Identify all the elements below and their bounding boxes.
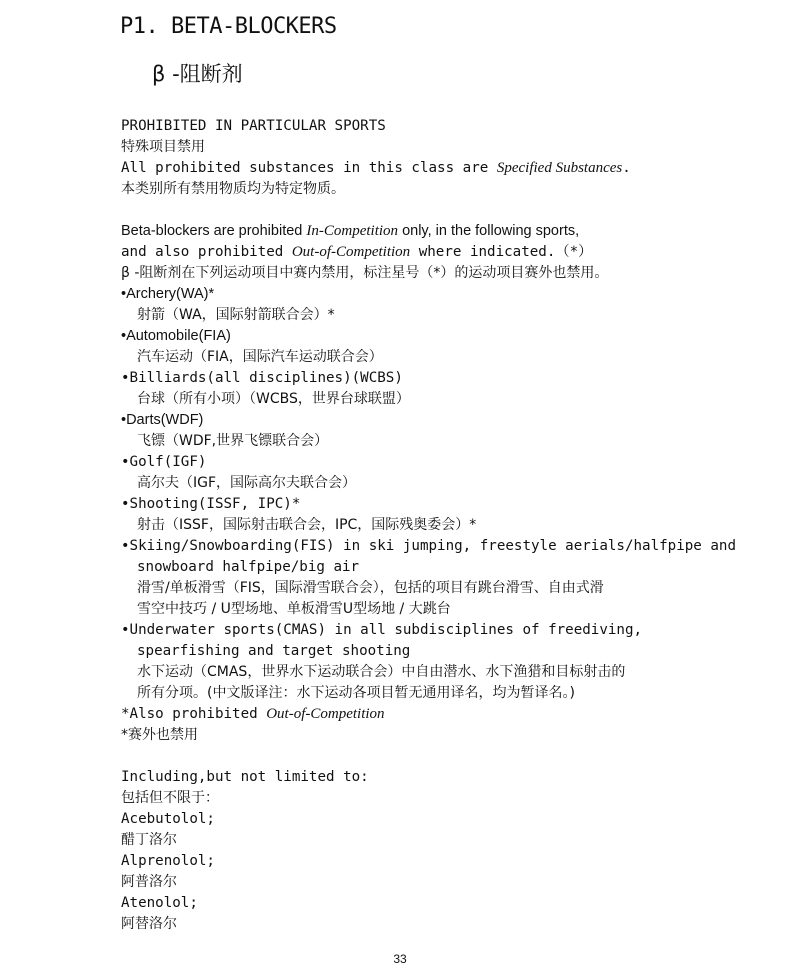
sport-item-darts: •Darts(WDF) xyxy=(121,412,204,428)
sport-item-archery: •Archery(WA)* xyxy=(121,286,215,302)
sport-item-skiing-cont: snowboard halfpipe/big air xyxy=(137,559,360,575)
sport-item-billiards-cn: 台球（所有小项）（WCBS，世界台球联盟） xyxy=(137,391,410,407)
note-text: *Also prohibited xyxy=(121,706,258,722)
sport-item-underwater-cont: spearfishing and target shooting xyxy=(137,643,411,659)
sport-item-golf: •Golf(IGF) xyxy=(121,454,207,470)
sport-item-shooting-cn: 射击（ISSF，国际射击联合会，IPC，国际残奥委会）* xyxy=(137,517,477,533)
sport-item-golf-cn: 高尔夫（IGF，国际高尔夫联合会） xyxy=(137,475,357,491)
page-number: 33 xyxy=(393,952,407,966)
specified-suffix: . xyxy=(622,160,631,176)
sport-item-underwater-cn-cont: 所有分项。(中文版译注：水下运动各项目暂无通用译名，均为暂译名。) xyxy=(137,685,575,701)
specified-substances-term: Specified Substances xyxy=(496,160,623,176)
specified-prefix: All prohibited substances in this class are xyxy=(121,160,489,176)
including-label-cn: 包括但不限于： xyxy=(121,790,219,806)
beta-blocker-rule-cn: β -阻断剂在下列运动项目中赛内禁用，标注星号（*）的运动项目赛外也禁用。 xyxy=(121,265,609,281)
specified-substances-cn: 本类别所有禁用物质均为特定物质。 xyxy=(121,181,345,197)
sport-item-underwater: •Underwater sports(CMAS) in all subdisciplines of freediving, xyxy=(121,622,643,638)
substance-en: Atenolol; xyxy=(121,895,198,911)
prohibited-heading: PROHIBITED IN PARTICULAR SPORTS xyxy=(121,118,386,134)
substance-cn: 醋丁洛尔 xyxy=(121,832,177,848)
sport-item-automobile-cn: 汽车运动（FIA，国际汽车运动联合会） xyxy=(137,349,383,365)
rule-text: and also prohibited xyxy=(121,244,284,260)
substance-en: Alprenolol; xyxy=(121,853,215,869)
document-body xyxy=(121,116,736,935)
sport-item-skiing-cn: 滑雪/单板滑雪（FIS，国际滑雪联合会），包括的项目有跳台滑雪、自由式滑 xyxy=(137,580,604,596)
asterisk-note xyxy=(121,704,701,725)
rule-text: only, in the following sports, xyxy=(402,223,580,239)
asterisk-note-cn: *赛外也禁用 xyxy=(121,727,198,743)
in-competition-term: In-Competition xyxy=(306,223,399,239)
prohibited-heading-cn: 特殊项目禁用 xyxy=(121,139,205,155)
rule-text: Beta-blockers are prohibited xyxy=(121,223,303,239)
sport-item-skiing-cn-cont: 雪空中技巧 / U型场地、单板滑雪U型场地 / 大跳台 xyxy=(137,601,451,617)
sport-item-shooting: •Shooting(ISSF, IPC)* xyxy=(121,496,301,512)
sport-item-automobile: •Automobile(FIA) xyxy=(121,328,231,344)
beta-blocker-rule-line-1 xyxy=(121,221,701,242)
sport-item-billiards: •Billiards(all disciplines)(WCBS) xyxy=(121,370,403,386)
beta-blocker-rule-line-2 xyxy=(121,242,701,263)
sport-item-skiing: •Skiing/Snowboarding(FIS) in ski jumping, freestyle aerials/halfpipe and xyxy=(121,538,736,554)
sport-item-archery-cn: 射箭（WA，国际射箭联合会）* xyxy=(137,307,335,323)
sport-item-darts-cn: 飞镖（WDF,世界飞镖联合会） xyxy=(137,433,329,449)
substance-cn: 阿替洛尔 xyxy=(121,916,177,932)
substance-cn: 阿普洛尔 xyxy=(121,874,177,890)
section-title: P1. BETA-BLOCKERS xyxy=(120,14,337,39)
section-title-cn: β -阻断剂 xyxy=(152,62,243,86)
sport-item-underwater-cn: 水下运动（CMAS，世界水下运动联合会）中自由潜水、水下渔猎和目标射击的 xyxy=(137,664,626,680)
rule-text: where indicated.（*） xyxy=(418,244,593,260)
substance-en: Acebutolol; xyxy=(121,811,215,827)
out-of-competition-term: Out-of-Competition xyxy=(291,244,411,260)
including-label: Including,but not limited to: xyxy=(121,769,369,785)
out-of-competition-term: Out-of-Competition xyxy=(266,706,385,722)
specified-substances-line xyxy=(121,158,701,179)
